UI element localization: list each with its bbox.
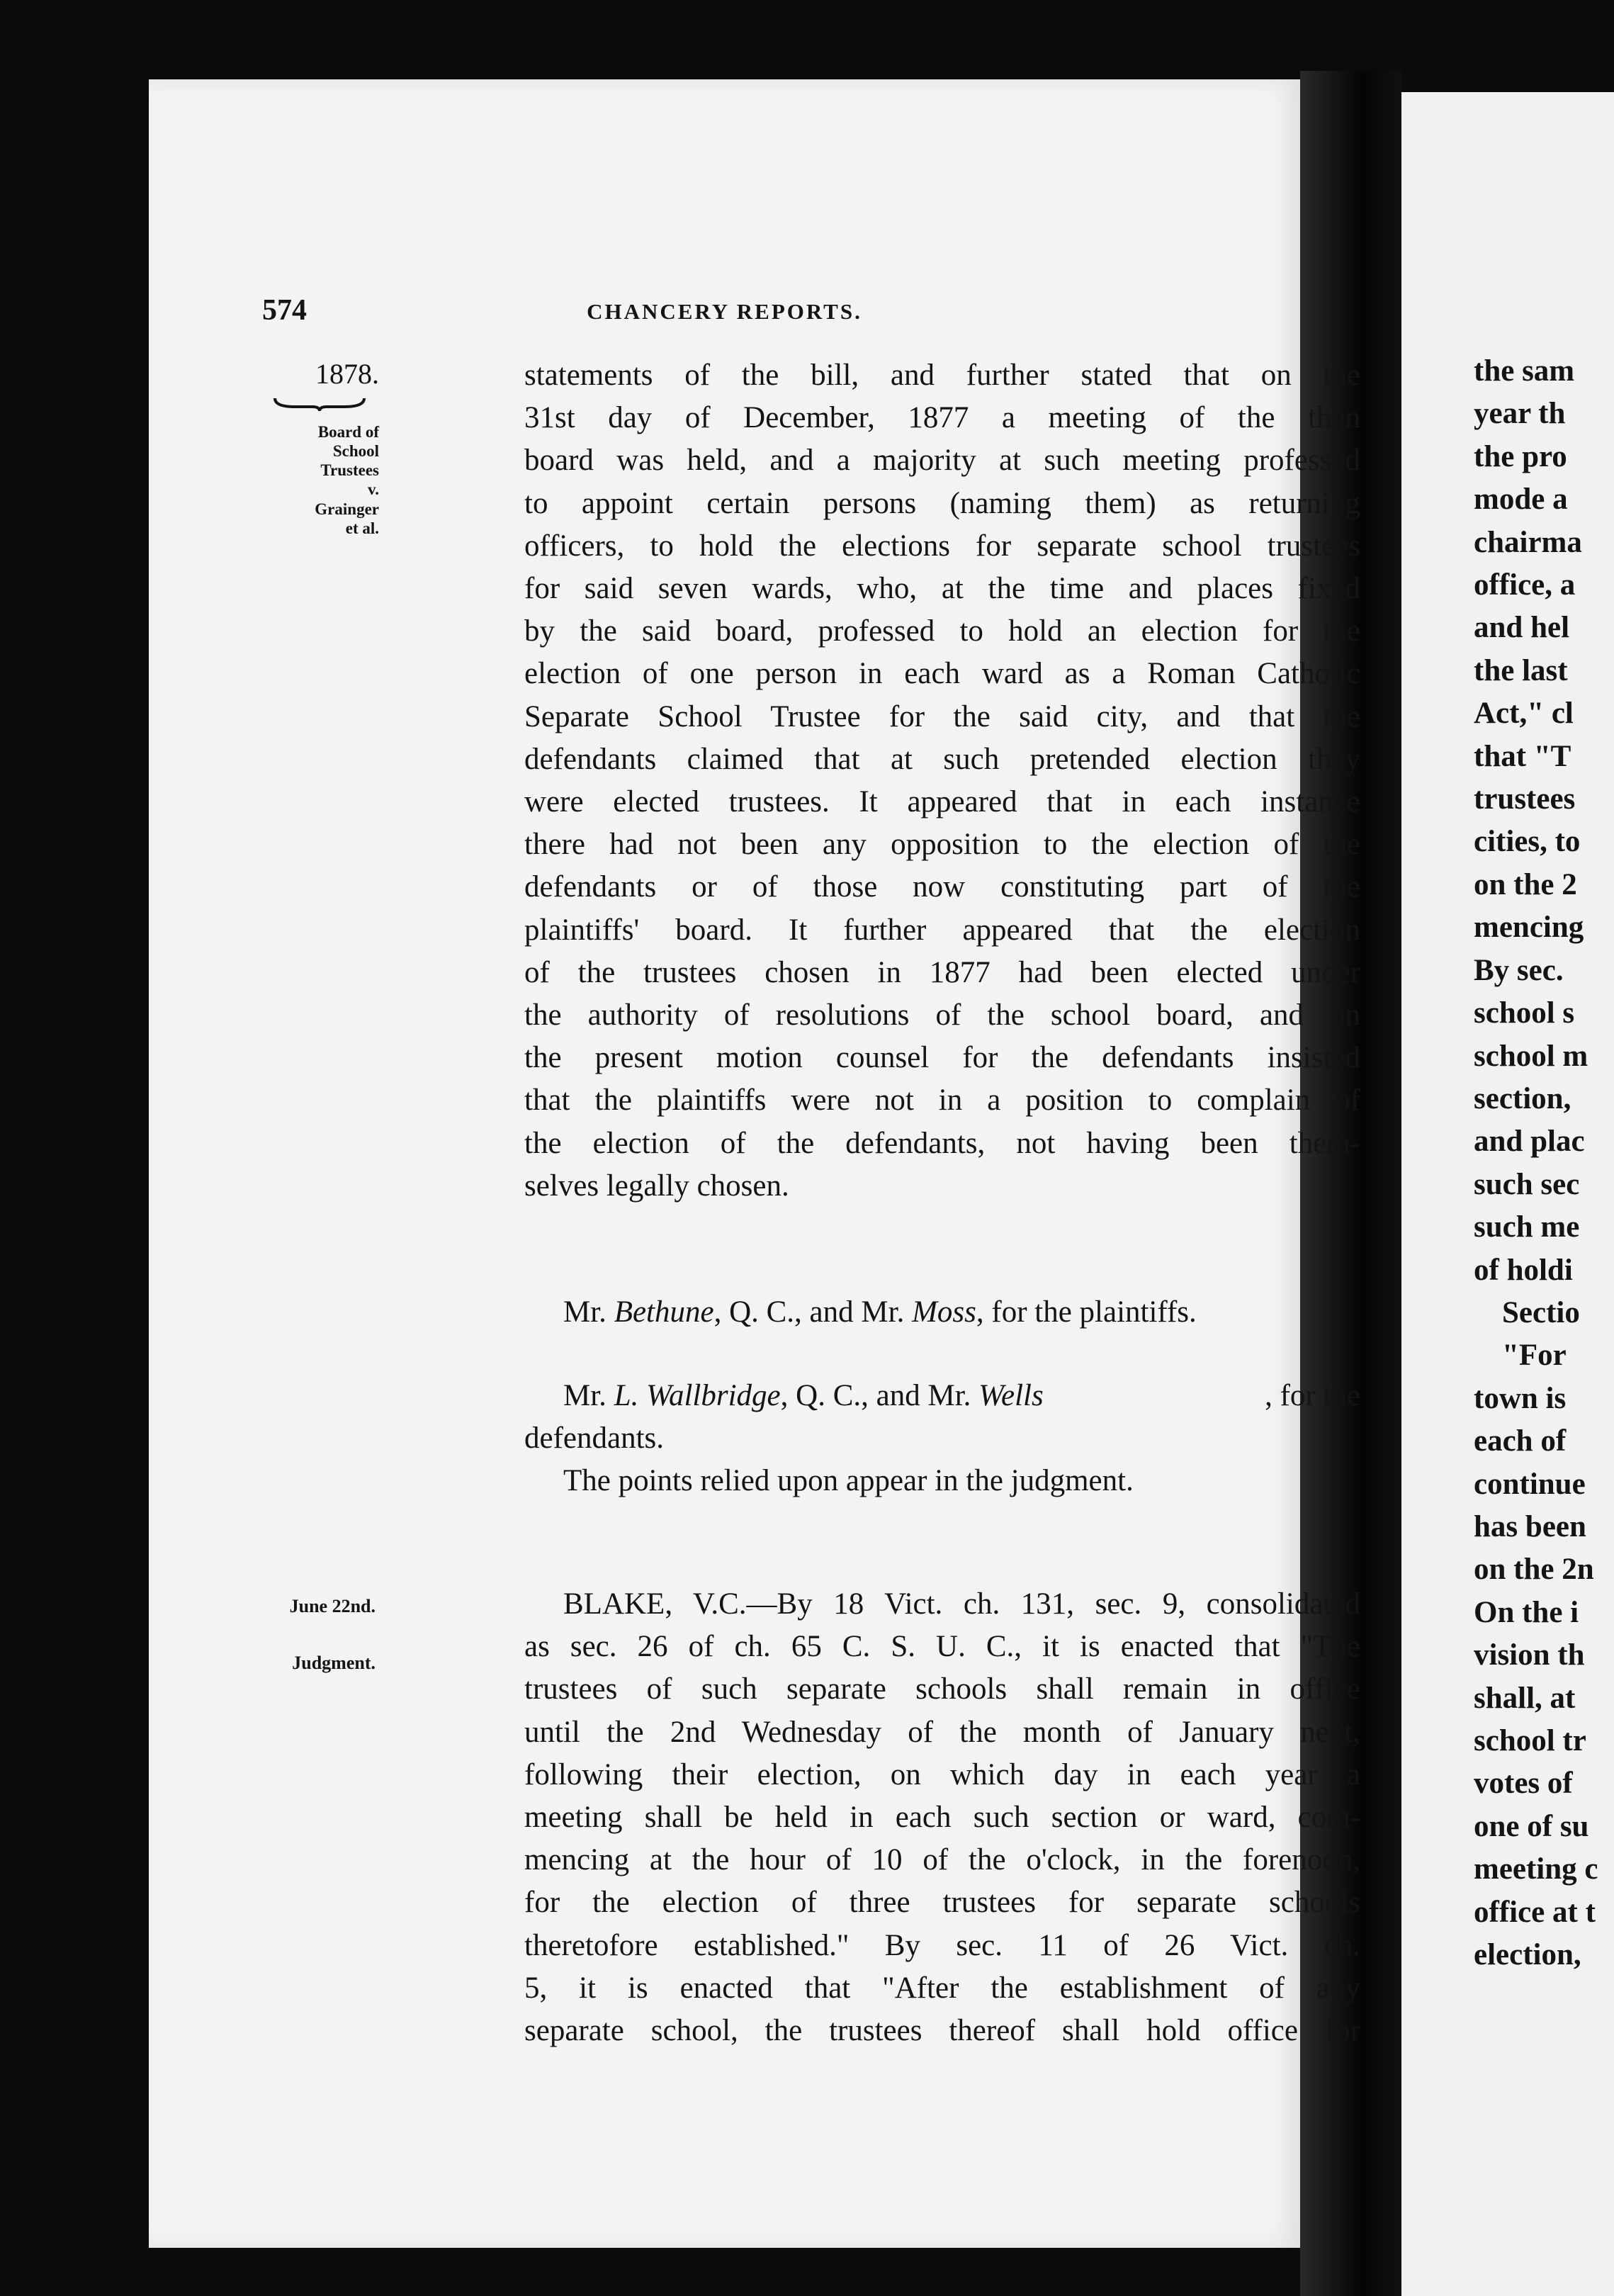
facing-line: office at t bbox=[1474, 1895, 1596, 1929]
facing-line: of holdi bbox=[1474, 1253, 1573, 1287]
text-line: Separate School Trustee for the said city, and that the bbox=[524, 699, 1360, 733]
text-line: to appoint certain persons (naming them) as returning bbox=[524, 486, 1360, 520]
text-line: the present motion counsel for the defendants insisted bbox=[524, 1041, 1360, 1075]
facing-line: each of bbox=[1474, 1424, 1567, 1458]
counsel-text: , Q. C., and Mr. bbox=[713, 1295, 913, 1329]
facing-line: "For bbox=[1502, 1339, 1567, 1373]
facing-line: By sec. bbox=[1474, 953, 1564, 987]
text-line: by the said board, professed to hold an election for the bbox=[524, 614, 1360, 648]
case-caption-line: Trustees bbox=[320, 461, 379, 480]
facing-line: school s bbox=[1474, 996, 1575, 1030]
facing-line: section, bbox=[1474, 1081, 1571, 1115]
facing-line: chairma bbox=[1474, 525, 1582, 559]
text-line: mencing at the hour of 10 of the o'clock, in the forenoon, bbox=[524, 1843, 1360, 1877]
text-line: defendants or of those now constituting part of the bbox=[524, 870, 1360, 904]
text-line: defendants claimed that at such pretended election they bbox=[524, 742, 1360, 776]
facing-line: the pro bbox=[1474, 439, 1567, 473]
paragraph-facts bbox=[524, 354, 1360, 1208]
text-line: for the election of three trustees for separate schools bbox=[524, 1886, 1360, 1920]
counsel-defendants bbox=[524, 1375, 1360, 1502]
counsel-name: Wells bbox=[978, 1379, 1044, 1412]
text-line: following their election, on which day in each year a bbox=[524, 1757, 1360, 1791]
brace-icon bbox=[273, 395, 366, 412]
facing-line: year th bbox=[1474, 397, 1566, 431]
margin-judgment-label: Judgment. bbox=[292, 1653, 376, 1673]
counsel-text: Mr. bbox=[563, 1379, 614, 1412]
facing-line: mode a bbox=[1474, 483, 1568, 517]
book-page bbox=[149, 79, 1360, 2248]
text-line: BLAKE, V.C.—By 18 Vict. ch. 131, sec. 9, consolidated bbox=[563, 1587, 1360, 1621]
case-caption-line: v. bbox=[368, 480, 379, 499]
counsel-text: defendants. bbox=[524, 1422, 665, 1455]
text-line: meeting shall be held in each such section or ward, com- bbox=[524, 1801, 1360, 1835]
facing-line: and plac bbox=[1474, 1125, 1585, 1159]
facing-line: vision th bbox=[1474, 1638, 1585, 1672]
margin-year: 1878. bbox=[315, 358, 379, 390]
counsel-text: , for the plaintiffs. bbox=[976, 1295, 1197, 1329]
points-note: The points relied upon appear in the judgment. bbox=[563, 1464, 1134, 1497]
case-caption-line: Grainger bbox=[315, 500, 379, 518]
facing-line: such me bbox=[1474, 1210, 1580, 1244]
facing-line: one of su bbox=[1474, 1809, 1589, 1843]
case-caption bbox=[237, 422, 379, 538]
page-number: 574 bbox=[262, 294, 307, 327]
facing-line: meeting c bbox=[1474, 1852, 1598, 1886]
text-line: selves legally chosen. bbox=[524, 1169, 789, 1203]
facing-line: and hel bbox=[1474, 611, 1570, 645]
facing-line: on the 2 bbox=[1474, 867, 1577, 901]
text-line: there had not been any opposition to the election of the bbox=[524, 828, 1360, 862]
facing-line: Act," cl bbox=[1474, 697, 1574, 731]
running-head: CHANCERY REPORTS. bbox=[587, 299, 862, 324]
facing-line: on the 2n bbox=[1474, 1553, 1594, 1587]
case-caption-line: School bbox=[332, 442, 379, 461]
facing-line: trustees bbox=[1474, 782, 1576, 816]
case-caption-line: et al. bbox=[345, 519, 379, 537]
text-line: the election of the defendants, not having been them- bbox=[524, 1126, 1360, 1160]
facing-line: election, bbox=[1474, 1938, 1581, 1972]
facing-line: the sam bbox=[1474, 354, 1575, 388]
facing-line: such sec bbox=[1474, 1167, 1580, 1201]
counsel-plaintiffs bbox=[524, 1291, 1360, 1334]
facing-line: On the i bbox=[1474, 1595, 1579, 1629]
counsel-text: Mr. bbox=[563, 1295, 614, 1329]
text-line: theretofore established." By sec. 11 of 26 Vict. ch. bbox=[524, 1928, 1360, 1962]
text-line: plaintiffs' board. It further appeared that the election bbox=[524, 913, 1360, 947]
text-line: of the trustees chosen in 1877 had been elected under bbox=[524, 955, 1360, 989]
facing-line: school tr bbox=[1474, 1724, 1586, 1757]
case-caption-line: Board of bbox=[317, 423, 379, 441]
facing-line: the last bbox=[1474, 653, 1568, 687]
facing-line: shall, at bbox=[1474, 1681, 1576, 1715]
text-line: until the 2nd Wednesday of the month of January next, bbox=[524, 1715, 1360, 1749]
facing-line: school m bbox=[1474, 1039, 1588, 1073]
facing-page-text bbox=[1474, 350, 1598, 1976]
text-line: election of one person in each ward as a Roman Catholic bbox=[524, 657, 1360, 691]
paragraph-judgment bbox=[524, 1583, 1360, 2052]
margin-date: June 22nd. bbox=[289, 1596, 376, 1616]
text-line: the authority of resolutions of the school board, and on bbox=[524, 998, 1360, 1032]
text-line: as sec. 26 of ch. 65 C. S. U. C., it is enacted that "The bbox=[524, 1630, 1360, 1664]
text-line: statements of the bill, and further stated that on the bbox=[524, 359, 1360, 392]
counsel-name: L. Wallbridge bbox=[614, 1379, 781, 1412]
counsel-name: Moss bbox=[912, 1295, 976, 1329]
facing-line: mencing bbox=[1474, 911, 1584, 945]
text-line: trustees of such separate schools shall remain in office bbox=[524, 1672, 1360, 1706]
facing-line: has been bbox=[1474, 1509, 1586, 1543]
text-line: that the plaintiffs were not in a position to complain of bbox=[524, 1084, 1360, 1118]
facing-line: votes of bbox=[1474, 1767, 1573, 1801]
facing-line: that "T bbox=[1474, 739, 1571, 773]
facing-line: town is bbox=[1474, 1381, 1567, 1415]
text-line: were elected trustees. It appeared that in each instance bbox=[524, 785, 1360, 819]
counsel-name: Bethune bbox=[614, 1295, 714, 1329]
facing-line: Sectio bbox=[1502, 1295, 1580, 1329]
page-header bbox=[149, 293, 1300, 336]
text-line: for said seven wards, who, at the time and places fixed bbox=[524, 572, 1360, 606]
text-line: board was held, and a majority at such meeting professed bbox=[524, 444, 1360, 478]
text-line: officers, to hold the elections for separate school trustees bbox=[524, 529, 1360, 563]
text-line: 31st day of December, 1877 a meeting of the then bbox=[524, 401, 1360, 435]
counsel-text: , for the bbox=[1265, 1379, 1360, 1412]
counsel-text: , Q. C., and Mr. bbox=[780, 1379, 979, 1412]
facing-line: office, a bbox=[1474, 568, 1576, 602]
facing-line: continue bbox=[1474, 1467, 1586, 1501]
text-line: separate school, the trustees thereof shall hold office for bbox=[524, 2014, 1360, 2048]
text-line: 5, it is enacted that "After the establishment of any bbox=[524, 1971, 1360, 2005]
facing-line: cities, to bbox=[1474, 825, 1581, 859]
